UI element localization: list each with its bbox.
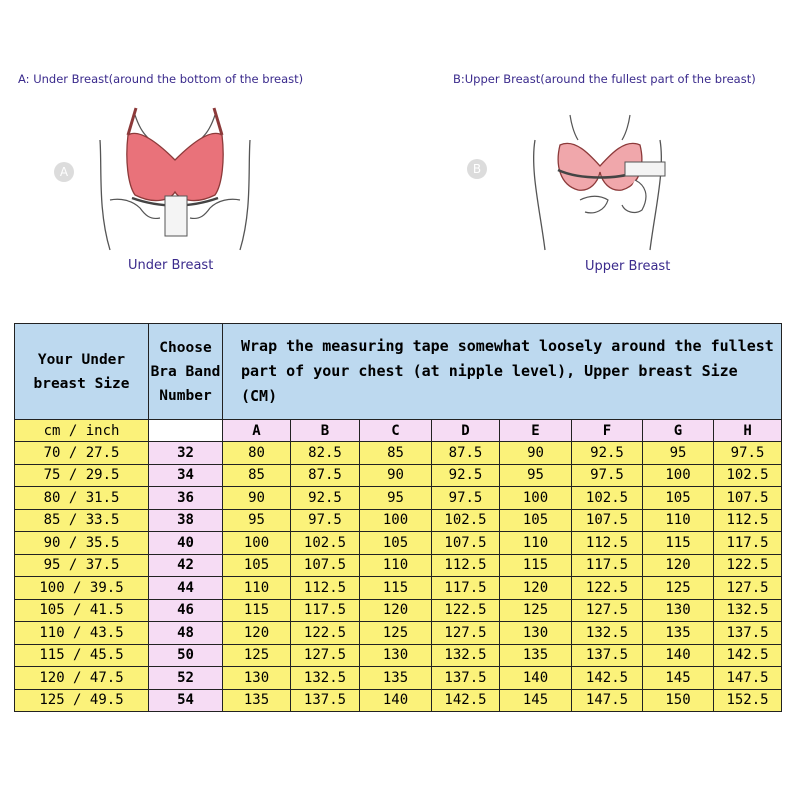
upper-breast-size-cell: 135 [500,644,572,667]
upper-breast-size-cell: 92.5 [572,442,643,465]
unit-label: cm / inch [15,420,149,442]
under-breast-size-cell: 70 / 27.5 [15,442,149,465]
band-blank-cell [149,420,223,442]
upper-breast-size-cell: 112.5 [291,577,360,600]
table-row [15,509,782,532]
size-chart-table [14,323,782,712]
upper-breast-size-cell: 127.5 [432,622,500,645]
band-number-cell: 52 [149,667,223,690]
upper-breast-size-cell: 100 [360,509,432,532]
figure-a-marker: A [54,162,74,182]
upper-breast-size-cell: 95 [500,464,572,487]
upper-breast-size-cell: 137.5 [714,622,782,645]
band-number-cell: 34 [149,464,223,487]
band-number-header: Choose Bra Band Number [149,324,223,420]
upper-breast-size-cell: 120 [500,577,572,600]
upper-breast-size-cell: 127.5 [572,599,643,622]
upper-breast-size-cell: 80 [223,442,291,465]
table-row [15,644,782,667]
under-breast-size-cell: 75 / 29.5 [15,464,149,487]
upper-breast-size-cell: 107.5 [291,554,360,577]
upper-breast-size-cell: 132.5 [572,622,643,645]
caption-upper-breast: B:Upper Breast(around the fullest part of the breast) [453,72,756,86]
cup-header: G [643,420,714,442]
upper-breast-size-cell: 100 [500,487,572,510]
upper-breast-size-cell: 122.5 [432,599,500,622]
table-row [15,599,782,622]
cup-header: D [432,420,500,442]
upper-breast-size-cell: 120 [223,622,291,645]
under-breast-size-cell: 90 / 35.5 [15,532,149,555]
upper-breast-size-cell: 115 [643,532,714,555]
upper-breast-size-cell: 92.5 [432,464,500,487]
upper-breast-size-cell: 125 [223,644,291,667]
upper-breast-size-cell: 130 [500,622,572,645]
upper-breast-size-cell: 132.5 [291,667,360,690]
under-breast-size-cell: 100 / 39.5 [15,577,149,600]
upper-breast-size-cell: 120 [360,599,432,622]
table-row [15,689,782,712]
upper-breast-size-cell: 102.5 [714,464,782,487]
band-number-cell: 54 [149,689,223,712]
upper-breast-size-cell: 125 [643,577,714,600]
upper-breast-size-cell: 137.5 [572,644,643,667]
caption-under-breast: A: Under Breast(around the bottom of the breast) [18,72,304,86]
upper-breast-size-cell: 147.5 [714,667,782,690]
instruction-header: Wrap the measuring tape somewhat loosely around the fullest part of your chest (at nipple level), Upper breast Size (CM) [223,324,782,420]
upper-breast-size-cell: 142.5 [432,689,500,712]
measuring-upper-breast-illustration [460,100,730,260]
cup-header: C [360,420,432,442]
upper-breast-label: Upper Breast [585,259,671,274]
upper-breast-size-cell: 130 [223,667,291,690]
upper-breast-size-cell: 120 [643,554,714,577]
upper-breast-size-cell: 125 [360,622,432,645]
upper-breast-size-cell: 122.5 [714,554,782,577]
upper-breast-size-cell: 127.5 [714,577,782,600]
upper-breast-size-cell: 130 [360,644,432,667]
measuring-under-breast-illustration [40,100,310,260]
upper-breast-size-cell: 90 [223,487,291,510]
upper-breast-size-cell: 100 [643,464,714,487]
upper-breast-size-cell: 147.5 [572,689,643,712]
under-breast-size-cell: 110 / 43.5 [15,622,149,645]
table-row [15,577,782,600]
upper-breast-size-cell: 117.5 [572,554,643,577]
table-row [15,554,782,577]
band-number-cell: 38 [149,509,223,532]
upper-breast-size-cell: 145 [500,689,572,712]
upper-breast-size-cell: 100 [223,532,291,555]
upper-breast-size-cell: 142.5 [572,667,643,690]
upper-breast-size-cell: 130 [643,599,714,622]
upper-breast-size-cell: 90 [500,442,572,465]
upper-breast-size-cell: 102.5 [432,509,500,532]
upper-breast-size-cell: 132.5 [714,599,782,622]
table-row [15,442,782,465]
table-body [15,442,782,712]
upper-breast-size-cell: 117.5 [714,532,782,555]
upper-breast-size-cell: 107.5 [714,487,782,510]
band-number-cell: 40 [149,532,223,555]
band-number-cell: 48 [149,622,223,645]
under-breast-size-cell: 120 / 47.5 [15,667,149,690]
upper-breast-size-cell: 117.5 [432,577,500,600]
upper-breast-size-cell: 97.5 [291,509,360,532]
upper-breast-size-cell: 122.5 [572,577,643,600]
upper-breast-size-cell: 105 [643,487,714,510]
upper-breast-size-cell: 112.5 [432,554,500,577]
under-breast-label: Under Breast [128,258,214,273]
upper-breast-size-cell: 135 [643,622,714,645]
table-row [15,532,782,555]
cup-header: H [714,420,782,442]
upper-breast-size-cell: 125 [500,599,572,622]
band-number-cell: 32 [149,442,223,465]
cup-header: B [291,420,360,442]
band-number-cell: 50 [149,644,223,667]
upper-breast-size-cell: 95 [360,487,432,510]
upper-breast-size-cell: 105 [360,532,432,555]
table-row [15,622,782,645]
upper-breast-size-cell: 140 [643,644,714,667]
upper-breast-size-cell: 112.5 [572,532,643,555]
upper-breast-size-cell: 110 [643,509,714,532]
upper-breast-size-cell: 132.5 [432,644,500,667]
upper-breast-size-cell: 87.5 [291,464,360,487]
band-number-cell: 44 [149,577,223,600]
upper-breast-size-cell: 140 [360,689,432,712]
upper-breast-size-cell: 137.5 [432,667,500,690]
band-number-cell: 36 [149,487,223,510]
under-breast-size-header: Your Under breast Size [15,324,149,420]
table-row [15,667,782,690]
upper-breast-size-cell: 135 [223,689,291,712]
upper-breast-size-cell: 85 [223,464,291,487]
upper-breast-size-cell: 82.5 [291,442,360,465]
upper-breast-size-cell: 97.5 [432,487,500,510]
upper-breast-size-cell: 110 [223,577,291,600]
upper-breast-size-cell: 90 [360,464,432,487]
upper-breast-size-cell: 102.5 [572,487,643,510]
upper-breast-size-cell: 97.5 [572,464,643,487]
under-breast-size-cell: 115 / 45.5 [15,644,149,667]
table-row [15,464,782,487]
upper-breast-size-cell: 127.5 [291,644,360,667]
upper-breast-size-cell: 95 [223,509,291,532]
upper-breast-size-cell: 150 [643,689,714,712]
upper-breast-size-cell: 95 [643,442,714,465]
table-row [15,487,782,510]
upper-breast-size-cell: 117.5 [291,599,360,622]
upper-breast-size-cell: 145 [643,667,714,690]
upper-breast-size-cell: 115 [360,577,432,600]
upper-breast-size-cell: 112.5 [714,509,782,532]
under-breast-size-cell: 80 / 31.5 [15,487,149,510]
band-number-cell: 46 [149,599,223,622]
upper-breast-size-cell: 110 [360,554,432,577]
upper-breast-size-cell: 115 [223,599,291,622]
upper-breast-size-cell: 105 [223,554,291,577]
upper-breast-size-cell: 85 [360,442,432,465]
figure-b-marker: B [467,159,487,179]
upper-breast-size-cell: 92.5 [291,487,360,510]
upper-breast-size-cell: 122.5 [291,622,360,645]
upper-breast-size-cell: 107.5 [432,532,500,555]
cup-header: F [572,420,643,442]
upper-breast-size-cell: 135 [360,667,432,690]
cup-header: A [223,420,291,442]
upper-breast-size-cell: 115 [500,554,572,577]
upper-breast-size-cell: 152.5 [714,689,782,712]
under-breast-size-cell: 105 / 41.5 [15,599,149,622]
under-breast-size-cell: 125 / 49.5 [15,689,149,712]
upper-breast-size-cell: 87.5 [432,442,500,465]
upper-breast-size-cell: 140 [500,667,572,690]
upper-breast-size-cell: 142.5 [714,644,782,667]
upper-breast-size-cell: 102.5 [291,532,360,555]
upper-breast-size-cell: 107.5 [572,509,643,532]
cup-header: E [500,420,572,442]
upper-breast-size-cell: 105 [500,509,572,532]
under-breast-size-cell: 85 / 33.5 [15,509,149,532]
upper-breast-size-cell: 137.5 [291,689,360,712]
upper-breast-size-cell: 110 [500,532,572,555]
band-number-cell: 42 [149,554,223,577]
under-breast-size-cell: 95 / 37.5 [15,554,149,577]
upper-breast-size-cell: 97.5 [714,442,782,465]
